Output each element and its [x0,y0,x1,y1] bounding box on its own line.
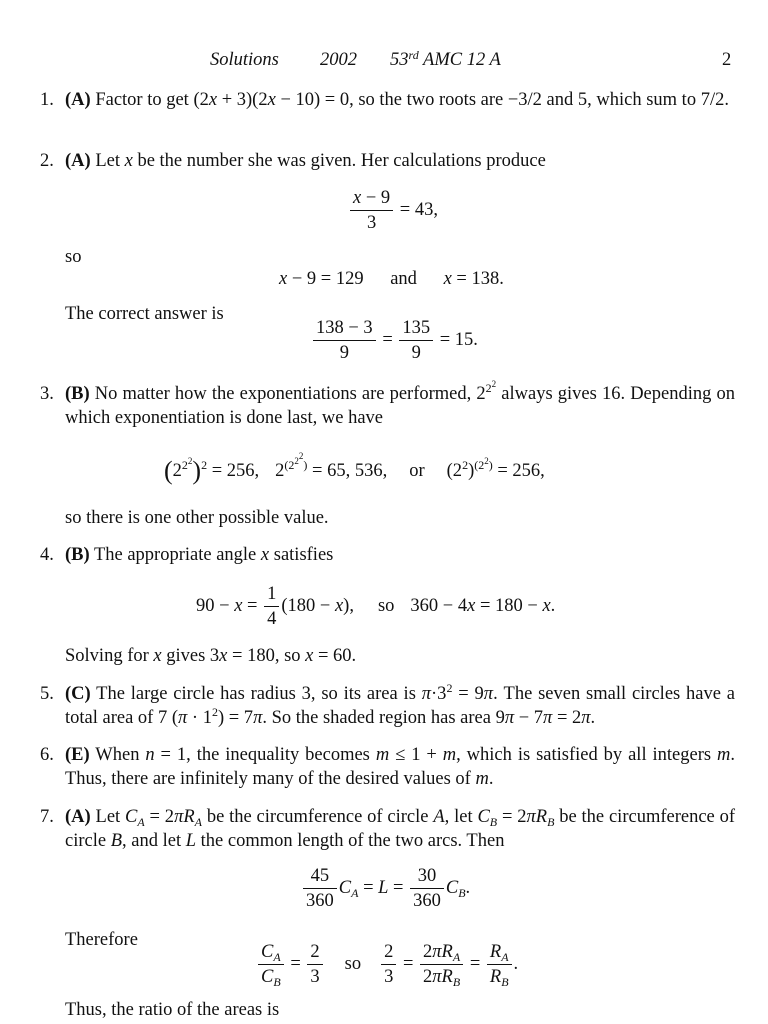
header-year: 2002 [320,50,357,70]
problem-7-text: (A) Let $C_A = 2\pi R_A$ be the circumference of circle A, let $C_B = 2\pi R_B$ be the circumference of circle B, and let L the common length of the two arcs. Then [65,807,735,851]
problem-number: 4. [40,545,54,565]
equation-3: $(2^{2^2})^2 = 256$, $2^{(2^{2^2})} = 65$, 536, or $(2^2)^{(2^2)} = 256$, [164,451,545,485]
problem-3-text: (B) No matter how the exponentiations are performed, $2^{2^2}$ always gives 16. Depending on which exponentiation is done last, we have [65,379,735,428]
equation-2-2: x − 9 = 129 and x = 138. [279,269,504,289]
header-title: Solutions [210,50,279,70]
problem-5-text: (C) The large circle has radius 3, so its area is $\pi\cdot 3^2 = 9\pi$. The seven small circles have a total area of 7 $(\pi \cdot 1^2) = 7\pi$. So the shaded region has area 9π − 7π = 2π. [65,681,736,728]
problem-number: 2. [40,151,54,171]
problem-3-after: so there is one other possible value. [65,508,329,528]
equation-7-2: $\frac{C_A}{C_B}$ = $\frac{2}{3}$ so $\frac{2}{3}$ = $\frac{2\pi R_A}{2\pi R_B}$ = $\frac{R_A}{R_B}$ . [256,940,518,989]
equation-2-3: $\frac{138 - 3}{9}$ = $\frac{135}{9}$ = 15. [311,316,478,365]
problem-7-lead: Therefore [65,930,138,950]
problem-4-after: Solving for x gives 3x = 180, so x = 60. [65,646,357,666]
problem-4-text: (B) The appropriate angle x satisfies [65,545,334,565]
problem-number: 3. [40,384,54,404]
problem-7-after: Thus, the ratio of the areas is [65,1000,280,1020]
problem-number: 7. [40,807,54,827]
problem-2-so: so [65,247,82,267]
header-contest: 53rd AMC 12 A [390,48,501,70]
problem-2-lead: The correct answer is [65,304,224,324]
equation-2-1: $\frac{x - 9}{3}$ = 43, [348,186,438,235]
problem-number: 5. [40,684,54,704]
problem-number: 6. [40,745,54,765]
problem-2-text: (A) Let x be the number she was given. Her calculations produce [65,151,546,171]
page-number: 2 [722,50,732,70]
problem-6-text: (E) When n = 1, the inequality becomes m ≤ 1 + m, which is satisfied by all integers m. Thus, there are infinitely many of the desired values of m. [65,745,735,789]
equation-7-1: $\frac{45}{360}$ $C_A = L$ = $\frac{30}{360}$ $C_B$. [301,864,470,913]
equation-4: 90 − x = $\frac{1}{4}$ (180 − x), so 360 − 4x = 180 − x. [196,584,556,629]
page-header [0,48,768,72]
problem-number: 1. [40,90,54,110]
problem-1-text: (A) Factor to get (2x + 3)(2x − 10) = 0, so the two roots are −3/2 and 5, which sum to 7/2. [65,90,729,110]
